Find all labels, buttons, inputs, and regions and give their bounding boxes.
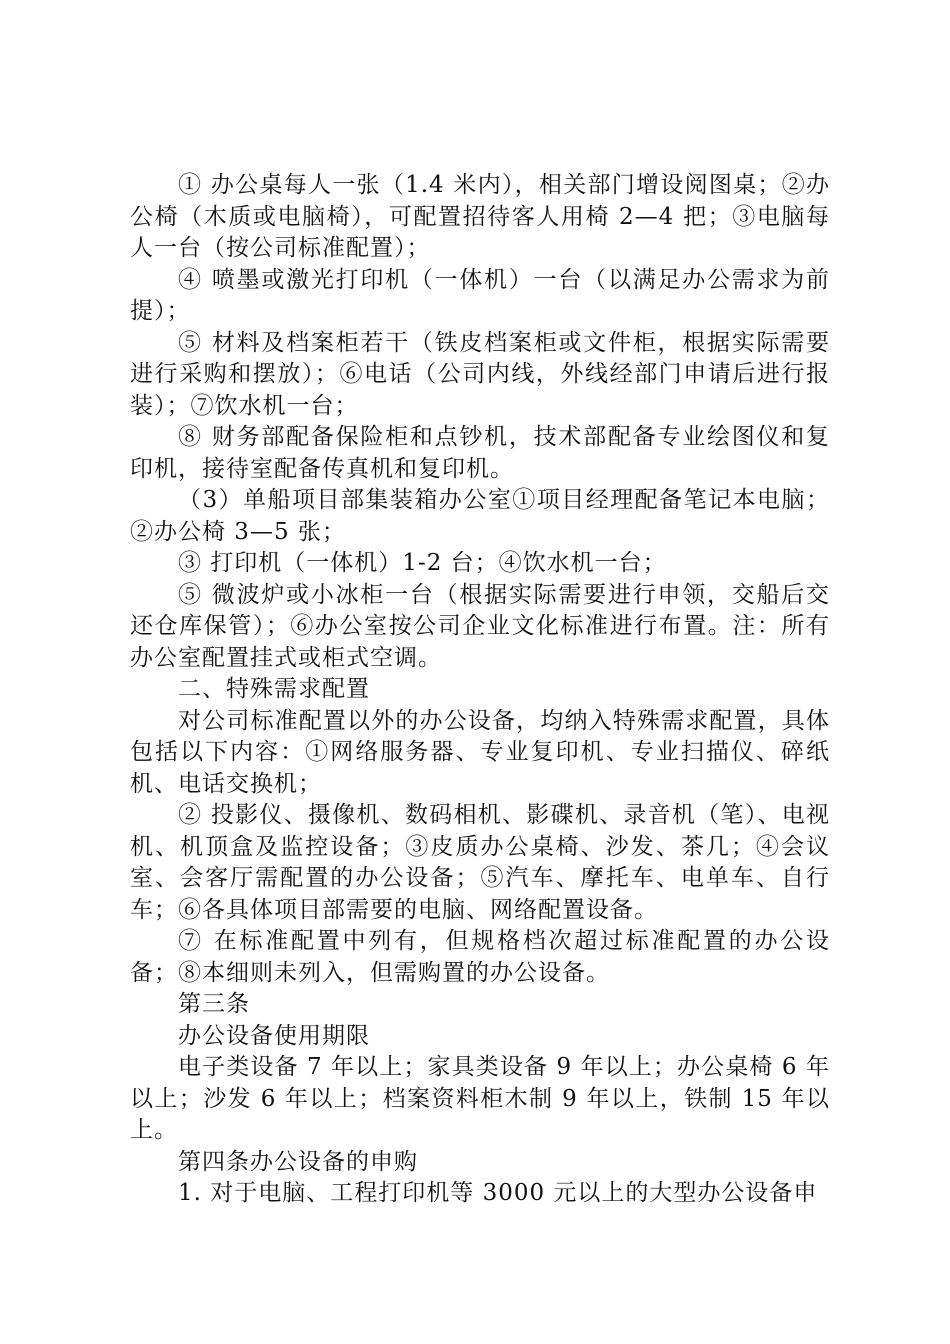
section-heading-special-config: 二、特殊需求配置 [178,676,370,702]
paragraph-item-10: ② 投影仪、摄像机、数码相机、影碟机、录音机（笔）、电视机、机顶盒及监控设备；③皮质办公桌椅、沙发、茶几；④会议室、会客厅需配置的办公设备；⑤汽车、摩托车、电单车、自行车；⑥各具体项目部需要的电脑、网络配置设备。 [130,802,830,923]
paragraph-item-2: ④ 喷墨或激光打印机（一体机）一台（以满足办公需求为前提）； [130,266,830,324]
paragraph-item-7: ⑤ 微波炉或小冰柜一台（根据实际需要进行申领，交船后交还仓库保管）；⑥办公室按公司企业文化标准进行布置。注：所有办公室配置挂式或柜式空调。 [130,581,830,671]
paragraph-item-5: （3）单船项目部集装箱办公室①项目经理配备笔记本电脑；②办公椅 3—5 张； [130,487,830,545]
paragraph-item-4: ⑧ 财务部配备保险柜和点钞机，技术部配备专业绘图仪和复印机，接待室配备传真机和复印机。 [130,424,830,482]
paragraph-item-6: ③ 打印机（一体机）1-2 台；④饮水机一台； [178,550,667,576]
paragraph-item-3: ⑤ 材料及档案柜若干（铁皮档案柜或文件柜，根据实际需要进行采购和摆放）；⑥电话（公司内线，外线经部门申请后进行报装）；⑦饮水机一台； [130,329,830,419]
article-heading-3: 第三条 [178,991,250,1017]
paragraph-item-14: 电子类设备 7 年以上；家具类设备 9 年以上；办公桌椅 6 年以上；沙发 6 年以上；档案资料柜木制 9 年以上，铁制 15 年以上。 [130,1054,830,1143]
article-title-service-life: 办公设备使用期限 [178,1022,370,1049]
document-body [130,170,830,1210]
paragraph-item-9: 对公司标准配置以外的办公设备，均纳入特殊需求配置，具体包括以下内容：①网络服务器、专业复印机、专业扫描仪、碎纸机、电话交换机； [130,707,830,797]
paragraph-item-1: ① 办公桌每人一张（1.4 米内），相关部门增设阅图桌；②办公椅（木质或电脑椅），可配置招待客人用椅 2—4 把；③电脑每人一台（按公司标准配置）； [130,172,830,261]
article-heading-4: 第四条办公设备的申购 [178,1148,418,1175]
paragraph-item-11: ⑦ 在标准配置中列有，但规格档次超过标准配置的办公设备；⑧本细则未列入，但需购置的办公设备。 [130,928,830,986]
paragraph-item-16: 1. 对于电脑、工程打印机等 3000 元以上的大型办公设备申 [178,1180,818,1206]
